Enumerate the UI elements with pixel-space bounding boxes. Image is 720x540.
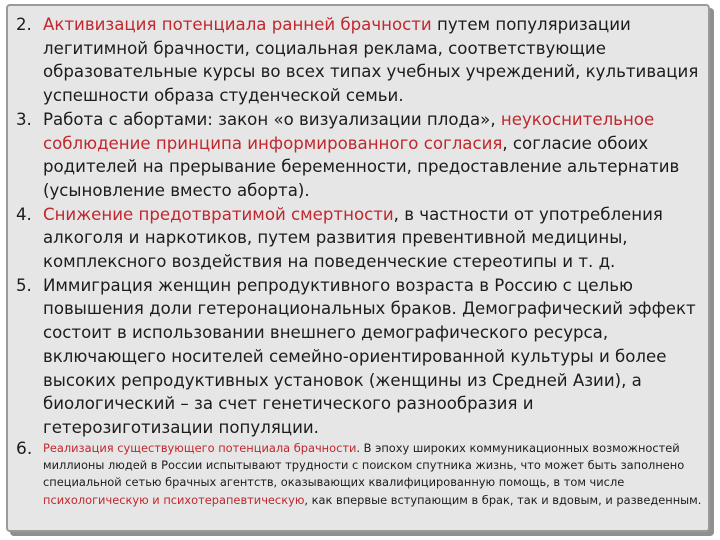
item-highlight: неукоснительное соблюдение принципа информированного согласия xyxy=(43,109,655,153)
list-item-3 xyxy=(16,108,708,203)
item-text: . В эпоху широких коммуникационных возможностей миллионы людей в России испытывают трудности с поиском спутника жизнь, что может быть заполнено специальной сетью брачных агентств, оказывающих квалифицированную помощь, в том числе xyxy=(43,440,685,490)
item-text: Работа с абортами: закон «о визуализации плода», xyxy=(43,109,501,129)
item-number: 5. xyxy=(16,275,32,295)
item-text: , согласие обоих родителей на прерывание беременности, предоставление альтернатив (усыновление вместо аборта). xyxy=(43,133,680,200)
item-number: 2. xyxy=(16,15,32,34)
list-item-6 xyxy=(16,440,708,510)
item-highlight: Активизация потенциала ранней брачности xyxy=(43,15,432,34)
item-highlight: психологическую и психотерапевтическую xyxy=(43,492,305,507)
item-number: 4. xyxy=(16,204,32,224)
list-item-4 xyxy=(16,203,708,274)
item-text: Иммиграция женщин репродуктивного возраста в Россию с целью повышения доли гетеронациональных браков. Демографический эффект состоит в использовании внешнего демографического ресурса, включающего носителей семейно-ориентированной культуры и более высоких репродуктивных установок (женщины из Средней Азии), а биологический – за счет генетического разнообразия и гетерозиготизации популяции. xyxy=(43,275,696,437)
item-number: 6. xyxy=(16,438,33,459)
item-text: , в частности от употребления алкоголя и наркотиков, путем развития превентивной медицины, комплексного воздействия на поведенческие стереотипы и т. д. xyxy=(43,204,663,272)
list-item-2 xyxy=(16,13,708,108)
list-item-5 xyxy=(16,274,708,440)
item-highlight: Реализация существующего потенциала брачности xyxy=(43,440,357,455)
item-text: путем популяризации легитимной брачности, социальная реклама, соответствующие образовательные курсы во всех типах учебных учреждений, культивация успешности образа студенческой семьи. xyxy=(43,15,699,106)
slide xyxy=(6,4,710,532)
item-number: 3. xyxy=(16,109,32,129)
item-text: , как впервые вступающим в брак, так и вдовым, и разведенным. xyxy=(304,492,702,507)
item-highlight: Снижение предотвратимой смертности xyxy=(43,204,394,224)
slide-content xyxy=(16,13,708,509)
